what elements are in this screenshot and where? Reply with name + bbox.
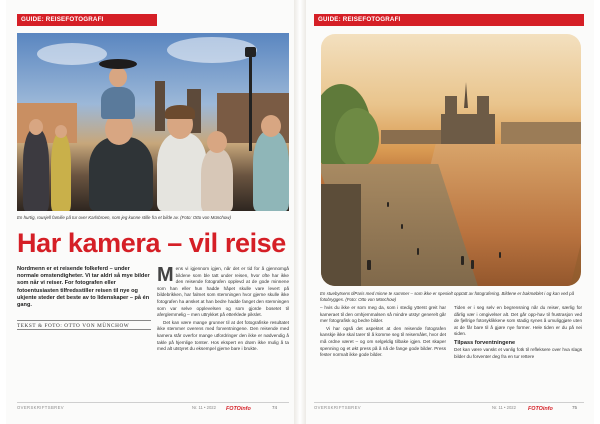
subheading: Tilpass forventningene: [454, 339, 516, 346]
page-gutter: [294, 0, 306, 424]
footer-rule: [314, 402, 584, 403]
body-text-continued: Det kan være vanskt et vanlig fotk til refleksere over hva slags bilder du forventer deg fra en tur rettere: [454, 346, 582, 359]
issue-label: Nr. 11 • 2022: [192, 405, 216, 410]
dropcap: M: [157, 264, 174, 286]
section-tag: GUIDE: REISEFOTOGRAFI: [17, 14, 157, 26]
footer-rule: [17, 402, 289, 403]
body-text: Tiden er i seg selv en begrensning når du reiser, særlig for dårlig vær i omgivelser alt. Det går opp-hav til frustrasjon ved de fjellrige fotosyklikkene som stadig synes å umuliggjøre uten at de får bare til å gjøre nye former. Hele tiden er du på nei siden.: [454, 305, 582, 337]
magazine-logo: FOTOinfo: [528, 406, 553, 412]
body-column-right: [454, 305, 582, 360]
paris-seine-photo: [321, 34, 581, 286]
body-text-continued: Vi har også det aspektet at den reisende fotografen kanskje ikke skal tarer til å komme seg til reisemålet, hvor det må ordne været – og om selgeldig tilbake igjen. Det skaper spenning og et økt press på å nå de fange gode bilder. Press fester normalt ikke gode bilder.: [320, 325, 446, 358]
right-page: [306, 0, 594, 424]
issue-label: Nr. 11 • 2022: [492, 405, 516, 410]
page-number: 74: [272, 405, 278, 410]
body-column: [157, 266, 289, 353]
body-column-left: [320, 305, 446, 359]
page-number: 75: [572, 405, 578, 410]
footer-section: OVERSKRIFTSBREV: [17, 405, 64, 410]
section-tag: GUIDE: REISEFOTOGRAFI: [314, 14, 584, 26]
byline: TEKST & FOTO: OTTO VON MÜNCHOW: [17, 320, 151, 330]
body-text: ens vi igjennom igjen, når det er tid for å gjennomgå bildene som ble tatt under reisen, hvor ofte har ikke den reisende fotografen opplevd at de gode minnene som han eller hun hadde håpet skulle vare levert på bildebrikken, har falmet som stemningen hvor gjerne skulle ikke fotografen ha ønsket at han bedre hadde fanget den stemningen som var selve opplevelsen og som gjorde bosetet til aferglemmelig – men uttrykket på etterklede pikslet.: [157, 266, 289, 318]
magazine-logo: FOTOinfo: [226, 406, 251, 412]
footer-section: OVERSKRIFTSBREV: [314, 405, 361, 410]
photo-caption: En stuebytsens tilParis med minne te sammer – som ikke er spesielt opptatt av fotografering. Bildene er bakmøblet i og kan ved på fotobrygges. (Foto: Otto von Münchow): [320, 291, 575, 302]
family-photo: [17, 33, 289, 211]
lead-paragraph: Nordmenn er et reisende folkeferd – under normale omstendigheter. Vi tar aldri så mye bilder som når vi reiser. For fotografen eller fotoentusiasten tilfredsstiller reisen til nye og ukjente steder det beste av to lidenskaper – på én gang.: [17, 266, 150, 309]
body-text-continued: Det kan være mange grunner til at det fotografiske resultatet ikke stemmer overens med forventningene. Den reisende med kamera står overfor mange utfordringer den ikke er nødvendig å takle på hjemlige tomter. Hos ekspert en drøm ikke mulig å ta med alt utstyret du eksempel gjerne bare i brukte.: [157, 319, 289, 352]
left-page: [6, 0, 294, 424]
article-headline: Har kamera – vil reise: [17, 228, 286, 258]
photo-caption: En hurtig, rousjell familie på tur over Karlsbroen, som jeg kunne stille fra et bilde av. (Foto: Otto von Münchow): [17, 215, 231, 220]
body-text: – hvis du ikke er som meg da, som i stedig ytterst greit har kameraet til den omhjemmalsen så mindre utstyr generelt går mer fotografisk og bedre bilder.: [320, 305, 446, 324]
